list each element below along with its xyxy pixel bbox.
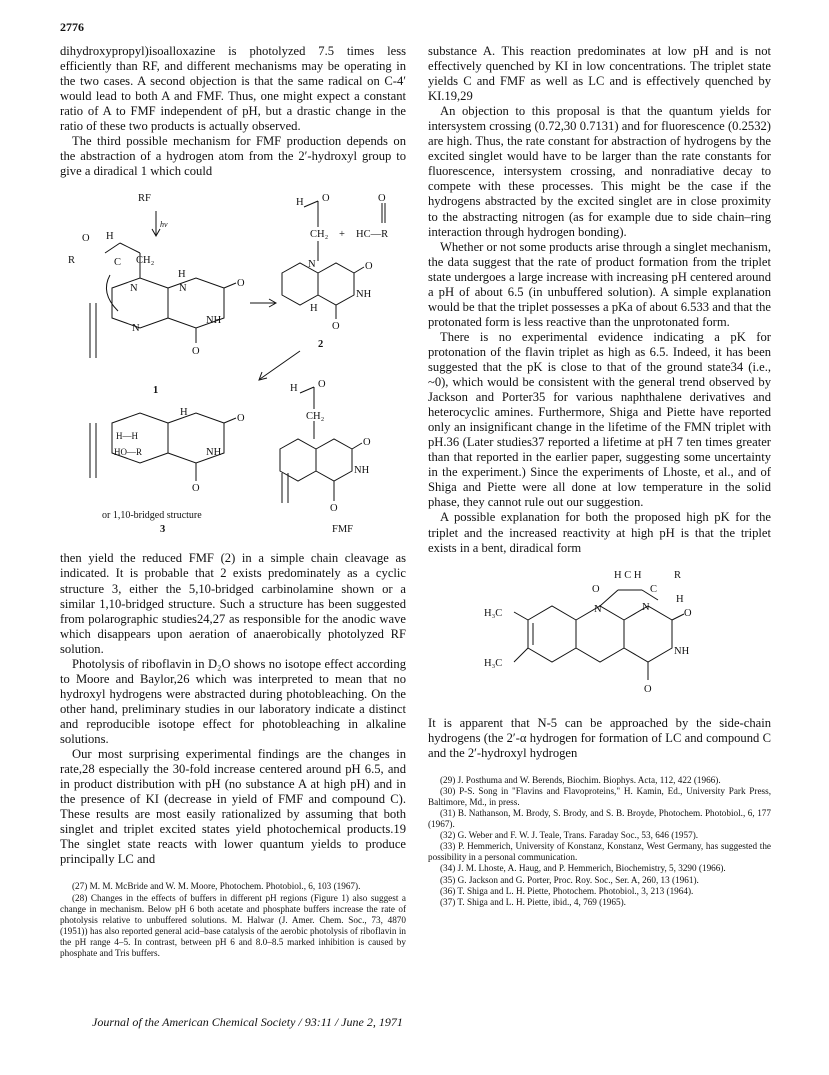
atom-o-5: O	[378, 193, 386, 205]
structure-fmf	[280, 387, 362, 503]
paragraph-right-2: An objection to this proposal is that the quantum yields for intersystem crossing (0.72,30 0.7131) and for fluorescence (0.2532) are high. Thus, the rate constant for abstraction of hydrogens by the excited singlet would have to be larger than the rate constants for fluorescence, intersystem crossing, and nonradiative decay to compete with these processes. This might be the case if the hydrogens abstracted by the excited singlet are in close proximity to the abstracting nitrogen (as for example due to side chain–ring interaction through hydrogen bonding).	[428, 104, 771, 239]
atom-h-h: H—H	[116, 431, 138, 442]
atom-h-6: H	[290, 383, 298, 395]
aldehyde: HC—R	[356, 229, 389, 241]
atom-o-radical-3: O	[644, 683, 652, 695]
atom-h: H	[106, 231, 114, 243]
page-number: 2776	[60, 20, 84, 34]
footnote-item: (37) T. Shiga and L. H. Piette, ibid., 4, 769 (1965).	[440, 896, 626, 907]
label-rf: RF	[138, 193, 151, 205]
atom-n: N	[130, 283, 138, 295]
atom-o-radical: O	[592, 583, 600, 595]
journal-footer: Journal of the American Chemical Society / 93:11 / June 2, 1971	[92, 1015, 403, 1029]
atom-r-radical: R	[674, 569, 682, 581]
structure-1	[90, 243, 236, 358]
footnote-28: (28) Changes in the effects of buffers in different pH regions (Figure 1) also suggest a change in mechanism. Below pH 6 both acetate and phosphate buffers increase the rate of photolysis relative to unbuffered solutions. M. Halwar (J. Amer. Chem. Soc., 73, 4870 (1951)) has also reported general acid–base catalysis of the aerobic photolysis of riboflavin in the pH range 4–5. In contrast, between pH 6 and 8.0–8.5 marked inhibition is caused by phosphate and Tris buffers.	[60, 892, 406, 958]
label-structure-2: 2	[318, 339, 324, 351]
label-structure-3: 3	[160, 524, 166, 536]
atom-nh-2: NH	[356, 289, 372, 301]
label-structure-1: 1	[153, 385, 159, 397]
paragraph-right-6: It is apparent that N-5 can be approached by the side-chain hydrogens (the 2′-α hydrogen for formation of LC and compound C and the 2′-hydroxyl hydrogen	[428, 715, 771, 760]
atom-h3c-top: H₃C	[484, 607, 503, 619]
atom-nh-4: NH	[354, 465, 370, 477]
atom-o-12: O	[330, 503, 338, 515]
atom-ch2-2: CH₂	[310, 229, 329, 241]
paragraph-left-2: The third possible mechanism for FMF production depends on the abstraction of a hydrogen atom from the 2′-hydroxyl group to give a diradical 1 which could	[60, 134, 406, 179]
footnotes-left	[60, 881, 406, 959]
atom-ch2: CH₂	[136, 255, 155, 267]
atom-o-3: O	[192, 346, 200, 358]
atom-o-7: O	[332, 321, 340, 333]
plus-sign: +	[339, 229, 345, 241]
footnote-item: (31) B. Nathanson, M. Brody, S. Brody, and S. B. Broyde, Photochem. Photobiol., 6, 177 (1967).	[428, 808, 771, 830]
atom-h-radical: H	[676, 593, 684, 605]
atom-o-8: O	[237, 413, 245, 425]
atom-n-2: N	[179, 283, 187, 295]
atom-h3c-bottom: H₃C	[484, 657, 503, 669]
atom-nh-radical: NH	[674, 645, 690, 657]
atom-h-3: H	[296, 197, 304, 209]
atom-h-4: H	[310, 303, 318, 315]
paragraph-left-5: Our most surprising experimental findings are the changes in rate,28 especially the 30-fold increase centered around pH 6.5, and in product distribution with pH (no substance A at high pH) and in the presence of KI (decrease in yield of FMF and compound C). These results are most easily rationalized by assuming that both singlet and triplet excited states yield photochemical products.19 The singlet state reacts with lower quantum yields to produce principally LC and	[60, 747, 406, 867]
atom-nh-3: NH	[206, 447, 222, 459]
reaction-scheme	[60, 183, 406, 545]
footnote-27: (27) M. M. McBride and W. M. Moore, Photochem. Photobiol., 6, 103 (1967).	[72, 881, 361, 892]
atom-o-11: O	[363, 437, 371, 449]
atom-ho-r: HO—R	[114, 447, 143, 458]
diradical-structure	[428, 560, 771, 712]
label-hv: hν	[160, 220, 168, 230]
right-column	[428, 44, 771, 908]
atom-o: O	[82, 233, 90, 245]
atom-n-radical: N	[594, 603, 602, 615]
atom-o-2: O	[237, 278, 245, 290]
label-bridged: or 1,10-bridged structure	[102, 510, 202, 522]
label-fmf: FMF	[332, 524, 354, 536]
paragraph-left-4: Photolysis of riboflavin in D₂O shows no isotope effect according to Moore and Baylor,26 which was interpreted to mean that no hydroxyl hydrogens were abstracted during photobleaching. On the other hand, preliminary studies in our laboratory indicate a distinct and reproducible isotope effect for photobleaching in alkaline solutions.	[60, 656, 406, 746]
footnote-item: (35) G. Jackson and G. Porter, Proc. Roy. Soc., Ser. A, 260, 13 (1961).	[440, 874, 699, 885]
paragraph-left-1: dihydroxypropyl)isoalloxazine is photolyzed 7.5 times less efficiently than RF, and different mechanisms may be operating in the two cases. A second objection is that the same radical on C-4′ would lead to both A and FMF. Thus, one might expect a constant ratio of A to FMF independent of pH, but a drastic change in the ratio of these two products is actually observed.	[60, 44, 406, 134]
footnote-item: (30) P-S. Song in "Flavins and Flavoproteins," H. Kamin, Ed., University Park Press, Baltimore, Md., in press.	[428, 785, 771, 807]
atom-o-10: O	[318, 379, 326, 391]
atom-r: R	[68, 255, 76, 267]
atom-h-5: H	[180, 407, 188, 419]
paragraph-right-4: There is no experimental evidence indicating a pK for protonation of the flavin triplet as high as 6.5. Indeed, it has been suggested that the pK is close to that of the ground state34 (i.e., ~0), which would be consistent with the general trend observed by Jackson and Porter35 for various naphthalene derivatives and heterocyclic amines. Furthermore, Shiga and Piette have reported only an insignificant change in the lifetime of the FMN triplet with pH.36 (Later studies37 reported a lifetime at pH 7 ten times greater than that reported in the earlier paper, suggesting some uncertainty in the experiment.) Since the experiments of Lhoste, et al., and of Shiga and Piette were all done at low temperature in the solid phase, they cannot rule out our suggestion.	[428, 329, 771, 510]
footnote-item: (33) P. Hemmerich, University of Konstanz, Konstanz, West Germany, has suggested the possibility in a personal communication.	[428, 841, 771, 863]
atom-n-4: N	[308, 259, 316, 271]
atom-o-4: O	[322, 193, 330, 205]
atom-c: C	[114, 257, 122, 269]
footnote-item: (32) G. Weber and F. W. J. Teale, Trans. Faraday Soc., 53, 646 (1957).	[440, 830, 699, 841]
atom-c-radical: C	[650, 583, 658, 595]
left-column	[60, 44, 406, 959]
paragraph-right-1: substance A. This reaction predominates at low pH and is not effectively quenched by KI in low concentrations. The triplet state yields C and FMF as well as LC and is effectively quenched by KI.19,29	[428, 44, 771, 104]
atom-n-3: N	[132, 323, 140, 335]
cyclization-arrow	[260, 351, 300, 379]
atom-h-2: H	[178, 269, 186, 281]
atom-o-9: O	[192, 483, 200, 495]
footnote-item: (34) J. M. Lhoste, A. Haug, and P. Hemmerich, Biochemistry, 5, 3290 (1966).	[440, 863, 726, 874]
paragraph-right-3: Whether or not some products arise through a singlet mechanism, the data suggest that the rate of product formation from the triplet state undergoes a large increase with increasing pH centered around a pH of about 6.5 (in unbuffered solution). A simple explanation would be that the triplet possesses a pKa of about 6.533 and that the protonated form is less reactive than the unprotonated form.	[428, 239, 771, 329]
atom-n-radical-2: N	[642, 601, 650, 613]
atom-nh: NH	[206, 315, 222, 327]
paragraph-left-3: then yield the reduced FMF (2) in a simple chain cleavage as indicated. It is probable that 2 exists predominately as a cyclic structure 3, either the 5,10-bridged carbinolamine shown or a similar 1,10-bridged structure. Such a structure has been suggested from polarographic studies24,27 as responsible for the anodic wave which disappears upon aeration of anaerobically photolyzed RF solution.	[60, 551, 406, 656]
atom-o-6: O	[365, 261, 373, 273]
footnote-item: (36) T. Shiga and L. H. Piette, Photochem. Photobiol., 3, 213 (1964).	[440, 885, 694, 896]
atom-hch: H C H	[614, 569, 642, 581]
atom-o-radical-2: O	[684, 607, 692, 619]
paragraph-right-5: A possible explanation for both the proposed high pK for the triplet and the increased reactivity at high pH is that the triplet exists in a bent, diradical form	[428, 510, 771, 555]
footnotes-right	[428, 775, 771, 908]
footnote-item: (29) J. Posthuma and W. Berends, Biochim. Biophys. Acta, 112, 422 (1966).	[440, 774, 721, 785]
atom-ch2-3: CH₂	[306, 411, 325, 423]
